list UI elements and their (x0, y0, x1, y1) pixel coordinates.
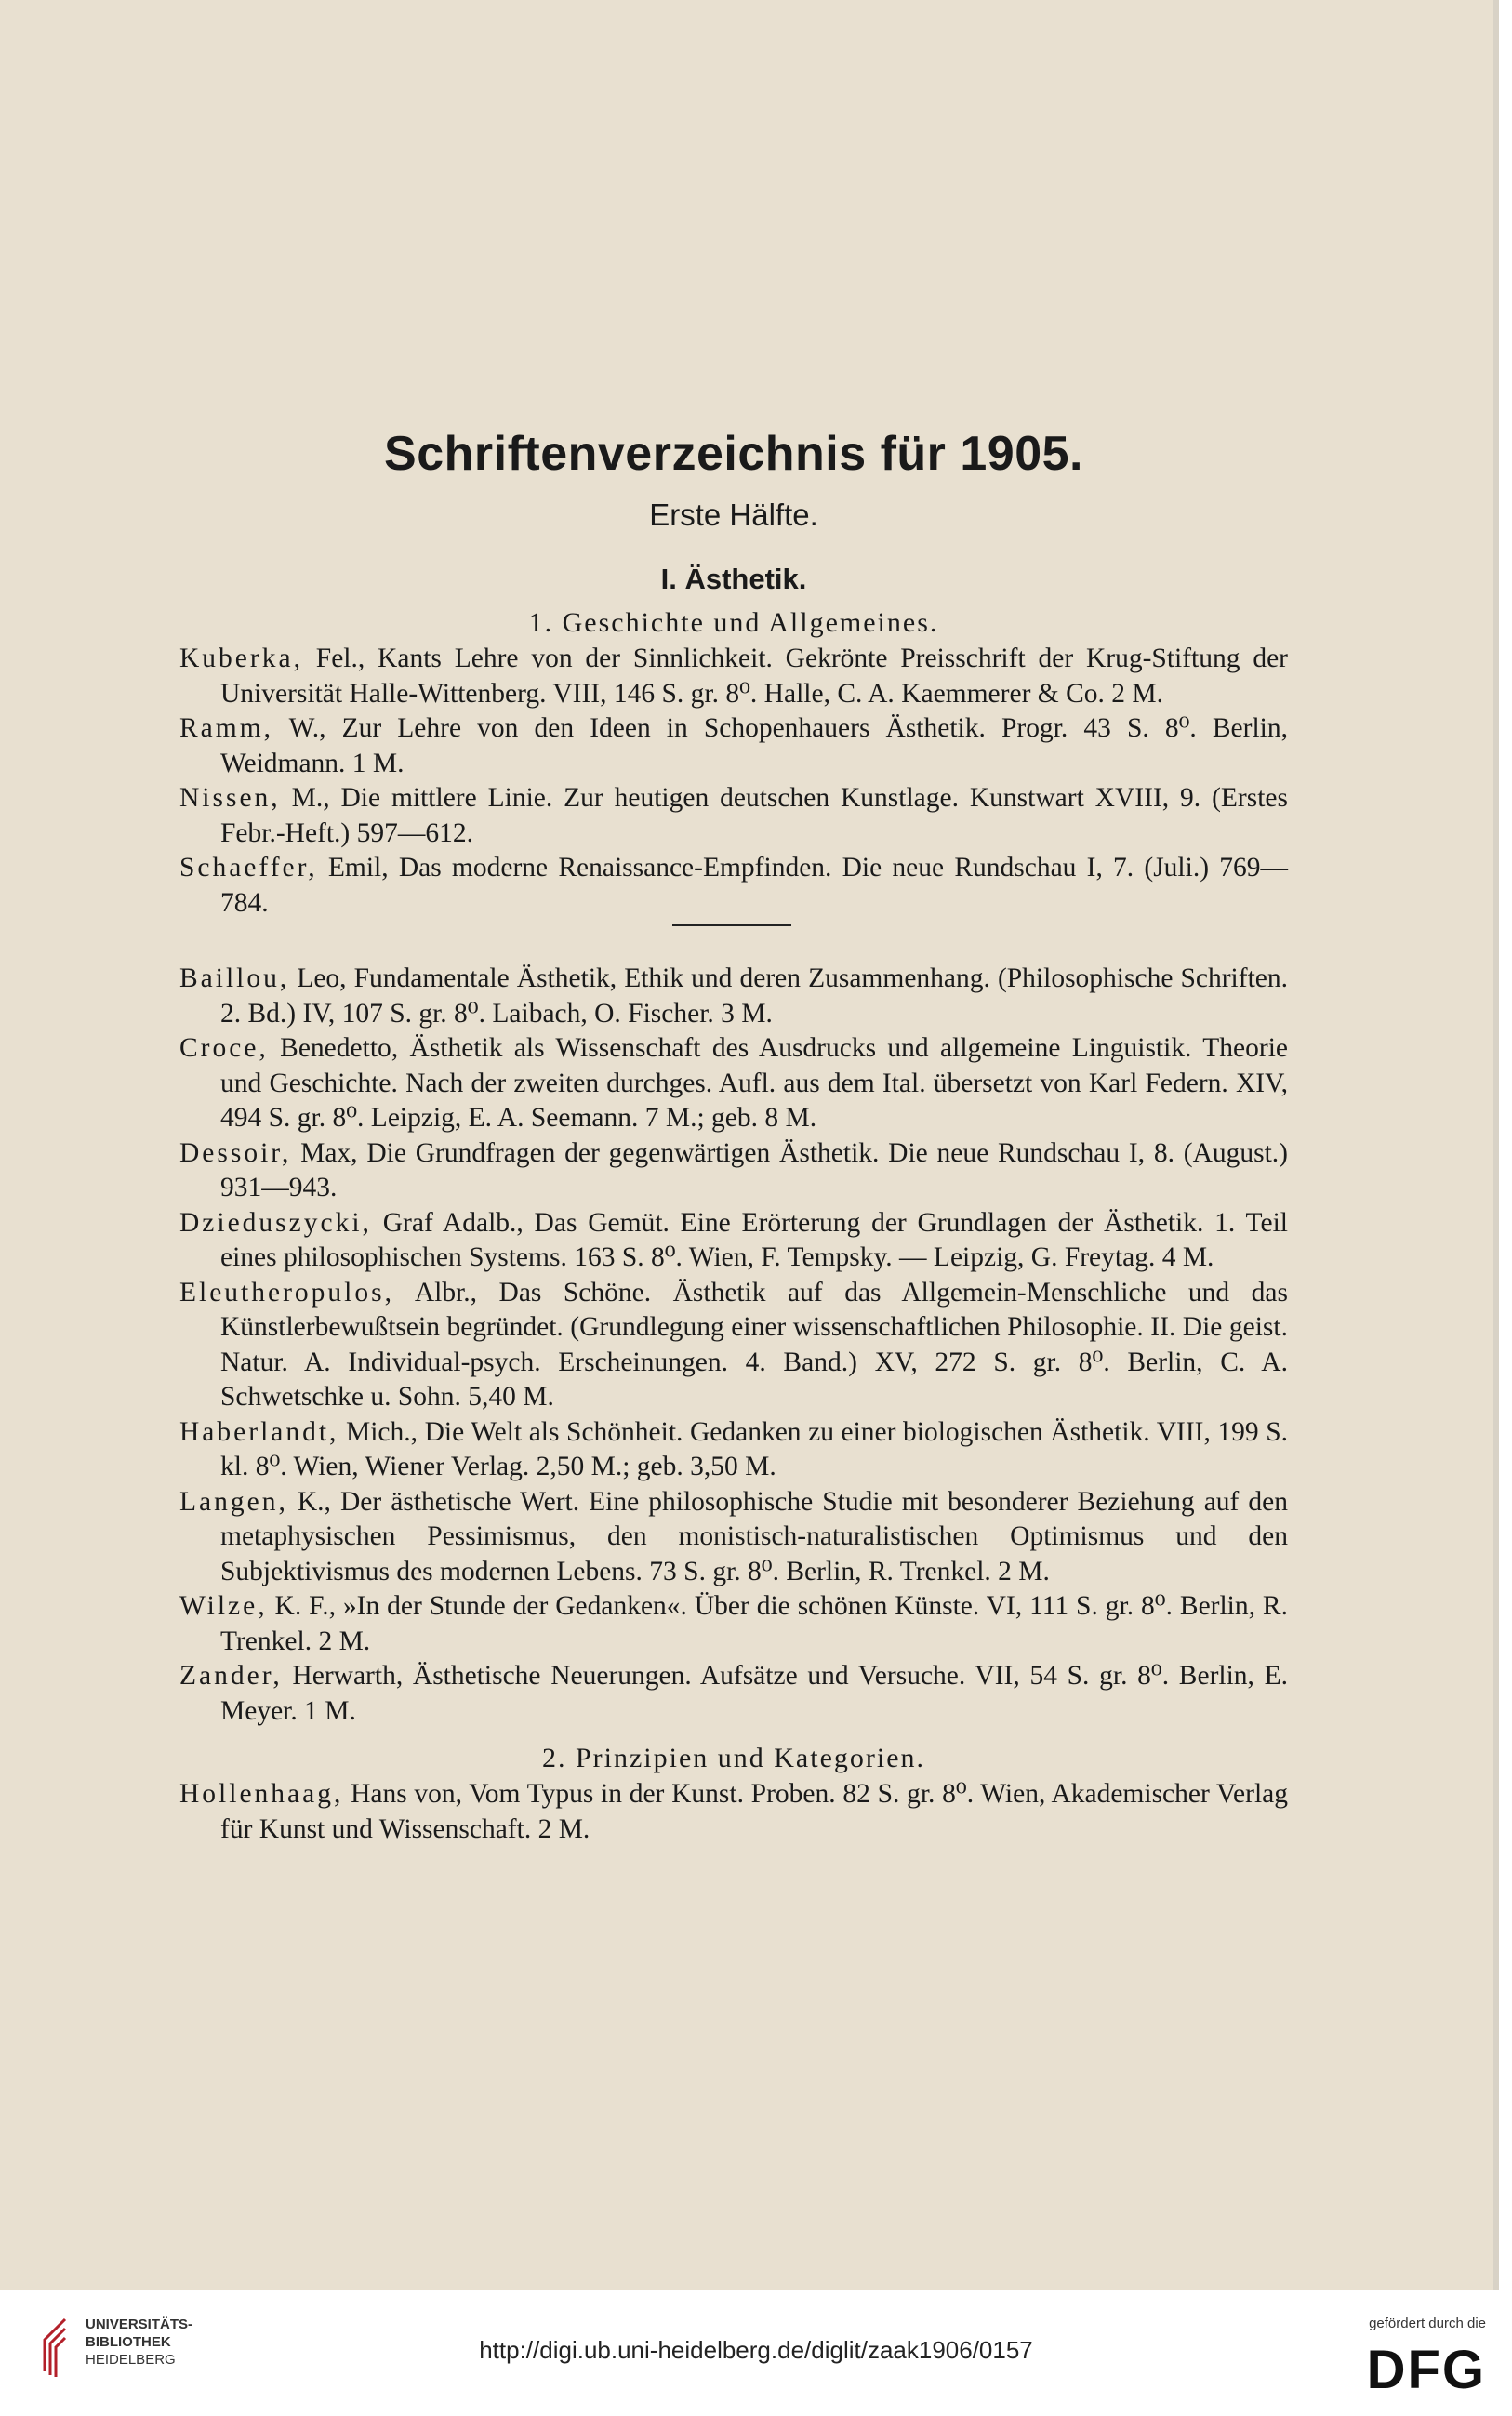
entry-author: Wilze, (179, 1591, 268, 1621)
entry-author: Ramm, (179, 713, 274, 743)
bib-entry (179, 1485, 1288, 1590)
page-title: Schriftenverzeichnis für 1905. (384, 427, 1083, 481)
entry-text: Leo, Fundamentale Ästhetik, Ethik und deren Zusammenhang. (Philosophische Schriften. 2. Bd.) IV, 107 S. gr. 8⁰. Laibach, O. Fischer. 3 M. (220, 963, 1288, 1029)
entry-text: K. F., »In der Stunde der Gedanken«. Über die schönen Künste. VI, 111 S. gr. 8⁰. Berlin, R. Trenkel. 2 M. (220, 1591, 1288, 1656)
entry-text: M., Die mittlere Linie. Zur heutigen deutschen Kunstlage. Kunstwart XVIII, 9. (Erstes Febr.-Heft.) 597—612. (220, 783, 1288, 848)
library-name-line: UNIVERSITÄTS- (86, 2316, 193, 2332)
section-title: I. Ästhetik. (660, 563, 807, 595)
entry-author: Hollenhaag, (179, 1779, 344, 1809)
entry-author: Kuberka, (179, 644, 303, 673)
bib-entry (179, 1415, 1288, 1485)
bibliography (179, 604, 1288, 1847)
entry-text: Emil, Das moderne Renaissance-Empfinden. Die neue Rundschau I, 7. (Juli.) 769—784. (220, 853, 1288, 918)
bib-entry (179, 962, 1288, 1031)
library-name-line: HEIDELBERG (86, 2352, 176, 2368)
bib-entry (179, 1136, 1288, 1206)
entry-text: W., Zur Lehre von den Ideen in Schopenhauers Ästhetik. Progr. 43 S. 8⁰. Berlin, Weidmann. 1 M. (220, 713, 1288, 778)
entry-author: Baillou, (179, 963, 290, 993)
entry-text: Hans von, Vom Typus in der Kunst. Proben. 82 S. gr. 8⁰. Wien, Akademischer Verlag für Kunst und Wissenschaft. 2 M. (220, 1779, 1288, 1844)
bib-entry (179, 1777, 1288, 1847)
library-name-line: BIBLIOTHEK (86, 2334, 171, 2350)
bib-entry (179, 711, 1288, 781)
entry-author: Croce, (179, 1033, 269, 1063)
funded-by-label: gefördert durch die (1369, 2316, 1486, 2331)
entry-text: Albr., Das Schöne. Ästhetik auf das Allgemein-Menschliche und das Künstlerbewußtsein begründet. (Grundlegung einer wissenschaftlichen Philosophie. II. Die geist. Natur. A. Individual-psych. Erscheinungen. 4. Band.) XV, 272 S. gr. 8⁰. Berlin, C. A. Schwetschke u. Sohn. 5,40 M. (220, 1277, 1288, 1412)
bib-entry (179, 1659, 1288, 1729)
entry-text: Benedetto, Ästhetik als Wissenschaft des Ausdrucks und allgemeine Linguistik. Theorie und Geschichte. Nach der zweiten durchges. Aufl. aus dem Ital. übersetzt von Karl Federn. XIV, 494 S. gr. 8⁰. Leipzig, E. A. Seemann. 7 M.; geb. 8 M. (220, 1033, 1288, 1133)
separator-rule (672, 924, 791, 926)
subsection-heading: 2. Prinzipien und Kategorien. (541, 1743, 926, 1773)
entry-text: Herwarth, Ästhetische Neuerungen. Aufsätze und Versuche. VII, 54 S. gr. 8⁰. Berlin, E. Meyer. 1 M. (220, 1661, 1288, 1726)
entry-text: K., Der ästhetische Wert. Eine philosophische Studie mit besonderer Beziehung auf den metaphysischen Pessimismus, den monistisch-naturalistischen Optimismus und den Subjektivismus des modernen Lebens. 73 S. gr. 8⁰. Berlin, R. Trenkel. 2 M. (220, 1486, 1288, 1586)
dfg-logo: DFG (1366, 2340, 1486, 2400)
bib-entry (179, 1589, 1288, 1659)
entry-text: Max, Die Grundfragen der gegenwärtigen Ästhetik. Die neue Rundschau I, 8. (August.) 931—943. (220, 1137, 1288, 1202)
entry-author: Dzieduszycki, (179, 1207, 372, 1238)
entry-author: Haberlandt, (179, 1416, 339, 1447)
entry-text: Fel., Kants Lehre von der Sinnlichkeit. Gekrönte Preisschrift der Krug-Stiftung der Universität Halle-Wittenberg. VIII, 146 S. gr. 8⁰. Halle, C. A. Kaemmerer & Co. 2 M. (220, 644, 1288, 709)
permalink-url[interactable]: http://digi.ub.uni-heidelberg.de/diglit/zaak1906/0157 (479, 2336, 1033, 2364)
entry-text: Mich., Die Welt als Schönheit. Gedanken zu einer biologischen Ästhetik. VIII, 199 S. kl. 8⁰. Wien, Wiener Verlag. 2,50 M.; geb. 3,50 M. (220, 1416, 1288, 1481)
bib-entry (179, 851, 1288, 921)
entry-author: Dessoir, (179, 1137, 292, 1168)
entry-text: Graf Adalb., Das Gemüt. Eine Erörterung der Grundlagen der Ästhetik. 1. Teil eines philosophischen Systems. 163 S. 8⁰. Wien, F. Tempsky. — Leipzig, G. Freytag. 4 M. (220, 1207, 1288, 1272)
bib-entry (179, 781, 1288, 851)
bib-entry (179, 1276, 1288, 1415)
bib-entry (179, 642, 1288, 711)
entry-author: Langen, (179, 1486, 288, 1517)
entry-author: Zander, (179, 1661, 283, 1691)
entry-author: Eleutheropulos, (179, 1277, 394, 1308)
subsection-heading: 1. Geschichte und Allgemeines. (528, 607, 939, 638)
entry-author: Schaeffer, (179, 853, 318, 883)
bib-entry (179, 1031, 1288, 1136)
page-subtitle: Erste Hälfte. (649, 498, 818, 532)
entry-author: Nissen, (179, 783, 281, 813)
bib-entry (179, 1206, 1288, 1276)
